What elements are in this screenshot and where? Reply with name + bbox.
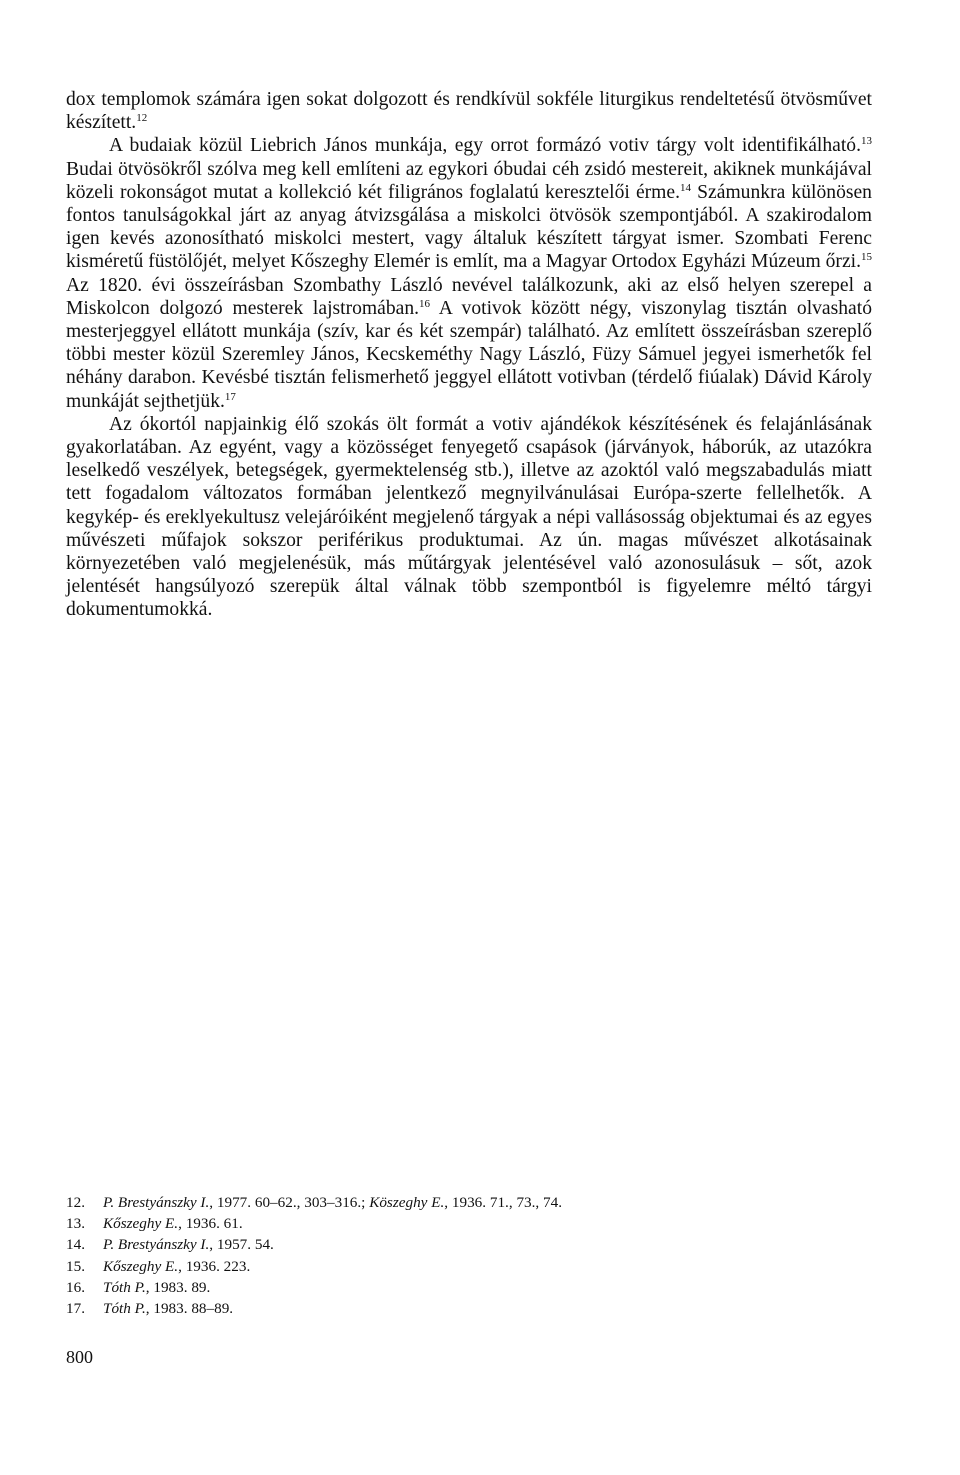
footnote-author: P. Brestyánszky I. [103, 1236, 210, 1254]
paragraph-3 [66, 413, 872, 622]
sentence-text: Számunkra különösen fontos tanulságokkal járt az anyag átvizsgálása a miskolci ötvösök szempontjából. A szakirodalom igen kevés azonosítható miskolci mestert, vagy általuk készített tárgyat ismer. Szombati Ferenc kisméretű füstölőjét, melyet Kőszeghy Elemér is említ, ma a Magyar Ortodox Egyházi Múzeum őrzi. [66, 181, 872, 273]
footnote-number: 16. [66, 1278, 85, 1296]
sentence-text: Budai ötvösökről szólva meg kell említeni az egykori óbudai céh zsidó mestereit, akiknek munkájával közeli rokonságot mutat a kollekció két filigrános foglalatú keresztelői érme. [66, 158, 872, 203]
footnote-citation: , 1983. 89. [145, 1278, 211, 1296]
footnote-citation: , 1936. 71., 73., 74. [444, 1194, 562, 1211]
footnotes-list [66, 1192, 872, 1319]
footnote-citation: , 1936. 223. [178, 1257, 251, 1275]
footnote-author: Köszeghy E. [369, 1194, 445, 1211]
footnote-item [66, 1234, 872, 1255]
footnote-citation: , 1957. 54. [209, 1236, 274, 1254]
footnote-number: 12. [66, 1194, 85, 1211]
sentence-text: Az 1820. évi összeírásban Szombathy László nevével találkozunk, aki az első helyen szerepel a Miskolcon dolgozó mesterek lajstromában. [66, 274, 872, 319]
footnote-ref: 13 [861, 135, 872, 148]
body-text [66, 88, 872, 622]
footnote-author: Tóth P. [103, 1300, 146, 1318]
footnote-ref: 17 [224, 390, 236, 403]
paragraph-text: dox templomok számára igen sokat dolgozott és rendkívül sokféle liturgikus rendeltetésű ötvösművet készített. [66, 89, 872, 134]
footnote-number: 15. [66, 1257, 85, 1275]
sentence-text: A budaiak közül Liebrich János munkája, egy orrot formázó votiv tárgy volt identifikálható. [109, 135, 861, 157]
footnote-ref: 15 [861, 251, 872, 264]
footnote-citation: , 1977. 60–62., 303–316.; [209, 1194, 370, 1211]
footnote-ref: 12 [136, 112, 148, 125]
footnote-ref: 14 [680, 181, 692, 194]
page-number: 800 [66, 1347, 93, 1367]
footnote-number: 13. [66, 1215, 85, 1233]
footnote-number: 17. [66, 1300, 85, 1318]
paragraph-1 [66, 88, 872, 134]
footnote-ref: 16 [419, 297, 431, 310]
footnote-item [66, 1192, 872, 1213]
paragraph-text: Az ókortól napjainkig élő szokás ölt formát a votiv ajándékok készítésének és felajánlásának gyakorlatában. Az egyént, vagy a közösséget fenyegető csapások (járványok, háborúk, az utazókra leselkedő veszélyek, betegségek, gyermektelenség stb.), illetve az azoktól való megszabadulás miatt tett fogadalom változatos formában jelentkező megnyilvánulásai Európa-szerte fellelhetők. A kegykép- és ereklyekultusz velejáróiként megjelenő tárgyak a népi vallásosság objektumai és az egyes művészeti műfajok sokszor periférikus produktumai. Az ún. magas művészet alkotásainak környezetében való megjelenésük, más műtárgyak jelentésével való azonosulásuk – sőt, azok jelentését hangsúlyozó szerepük által válnak több szempontból is figyelemre méltó tárgyi dokumentumokká. [66, 413, 872, 621]
footnote-item [66, 1256, 872, 1277]
footnote-author: P. Brestyánszky I. [103, 1194, 210, 1211]
footnote-item [66, 1277, 872, 1298]
footnote-item [66, 1298, 872, 1319]
footnote-author: Kőszeghy E. [103, 1215, 179, 1233]
footnote-citation: , 1983. 88–89. [145, 1300, 234, 1318]
footnote-number: 14. [66, 1236, 85, 1254]
paragraph-2 [66, 134, 872, 412]
footnote-item [66, 1213, 872, 1234]
footnote-author: Tóth P. [103, 1278, 146, 1296]
footnote-author: Kőszeghy E. [103, 1257, 179, 1275]
footnote-citation: , 1936. 61. [178, 1215, 243, 1233]
sentence-text: A votivok között négy, viszonylag tisztán olvasható mesterjeggyel ellátott munkája (szív, kar és két szempár) található. Az említett összeírásban szereplő többi mester közül Szeremley János, Kecskeméthy Nagy László, Füzy Sámuel jegyei ismerhetők fel néhány darabon. Kevésbé tisztán felismerhető jeggyel ellátott votivban (térdelő fiúalak) Dávid Károly munkáját sejthetjük. [66, 297, 872, 412]
